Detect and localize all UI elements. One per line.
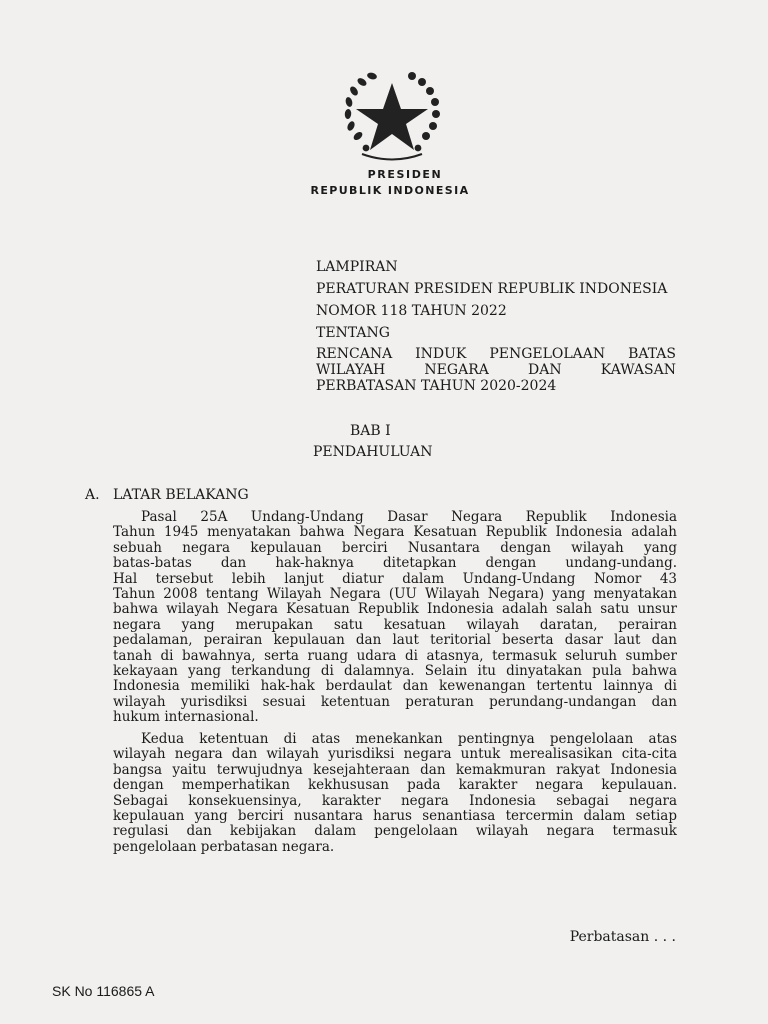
document-code: SK No 116865 A bbox=[52, 983, 155, 999]
paragraph-line: kepulauan yang berciri nusantara harus senantiasa tercermin dalam setiap bbox=[113, 809, 677, 825]
paragraph-line: tanah di bawahnya, serta ruang udara di atasnya, termasuk seluruh sumber bbox=[113, 648, 677, 664]
continuation-text: Perbatasan . . . bbox=[569, 929, 676, 945]
paragraph-line: Hal tersebut lebih lanjut diatur dalam Undang-Undang Nomor 43 bbox=[113, 571, 677, 587]
regulation-number: NOMOR 118 TAHUN 2022 bbox=[316, 303, 507, 319]
paragraph-line: regulasi dan kebijakan dalam pengelolaan wilayah negara termasuk bbox=[113, 824, 677, 840]
paragraph-line: kekayaan yang terkandung di dalamnya. Selain itu dinyatakan pula bahwa bbox=[113, 664, 677, 680]
paragraph-line: Sebagai konsekuensinya, karakter negara Indonesia sebagai negara bbox=[113, 793, 677, 809]
paragraph-line: pengelolaan perbatasan negara. bbox=[113, 838, 335, 855]
chapter-number: BAB I bbox=[350, 423, 391, 439]
paragraph-line: Pasal 25A Undang-Undang Dasar Negara Republik Indonesia bbox=[141, 510, 677, 525]
paragraph-line: wilayah negara dan wilayah yurisdiksi negara untuk merealisasikan cita-cita bbox=[113, 747, 677, 763]
section-heading bbox=[85, 487, 249, 503]
attachment-label: LAMPIRAN bbox=[316, 259, 398, 275]
paragraph-line: bangsa yaitu terwujudnya kesejahteraan dan kemakmuran rakyat Indonesia bbox=[113, 762, 677, 778]
paragraph-line: hukum internasional. bbox=[113, 709, 259, 726]
paragraph-2 bbox=[113, 732, 677, 855]
paragraph-line: sebuah negara kepulauan berciri Nusantara dengan wilayah yang bbox=[113, 540, 677, 556]
paragraph-line: batas-batas dan hak-haknya ditetapkan dengan undang-undang. bbox=[113, 556, 677, 572]
paragraph-line: Tahun 1945 menyatakan bahwa Negara Kesatuan Republik Indonesia adalah bbox=[113, 525, 677, 541]
topic-line: RENCANA INDUK PENGELOLAAN BATAS bbox=[316, 346, 676, 362]
paragraph-line: bahwa wilayah Negara Kesatuan Republik Indonesia adalah salah satu unsur bbox=[113, 602, 677, 618]
section-title: LATAR BELAKANG bbox=[113, 487, 249, 503]
section-letter: A. bbox=[85, 487, 100, 503]
paragraph-1 bbox=[113, 510, 677, 726]
paragraph-line: Indonesia memiliki hak-hak berdaulat dan kewenangan tertentu lainnya di bbox=[113, 679, 677, 695]
institution-country: REPUBLIK INDONESIA bbox=[310, 184, 470, 197]
paragraph-line: negara yang merupakan satu kesatuan wilayah daratan, perairan bbox=[113, 617, 677, 633]
institution-name: PRESIDEN bbox=[367, 168, 443, 181]
paragraph-line: Tahun 2008 tentang Wilayah Negara (UU Wilayah Negara) yang menyatakan bbox=[113, 587, 677, 603]
paragraph-line: dengan memperhatikan kekhususan pada karakter negara kepulauan. bbox=[113, 778, 677, 794]
topic-line: WILAYAH NEGARA DAN KAWASAN bbox=[316, 362, 676, 378]
paragraph-line: wilayah yurisdiksi sesuai ketentuan peraturan perundang-undangan dan bbox=[113, 694, 677, 710]
presidential-emblem bbox=[336, 66, 448, 166]
paragraph-line: pedalaman, perairan kepulauan dan laut teritorial beserta dasar laut dan bbox=[113, 633, 677, 649]
about-label: TENTANG bbox=[316, 325, 390, 341]
paragraph-line: Kedua ketentuan di atas menekankan pentingnya pengelolaan atas bbox=[141, 732, 677, 747]
chapter-title: PENDAHULUAN bbox=[313, 444, 433, 460]
regulation-title: PERATURAN PRESIDEN REPUBLIK INDONESIA bbox=[316, 281, 668, 297]
topic-line: PERBATASAN TAHUN 2020-2024 bbox=[316, 378, 557, 394]
regulation-topic bbox=[316, 346, 676, 394]
